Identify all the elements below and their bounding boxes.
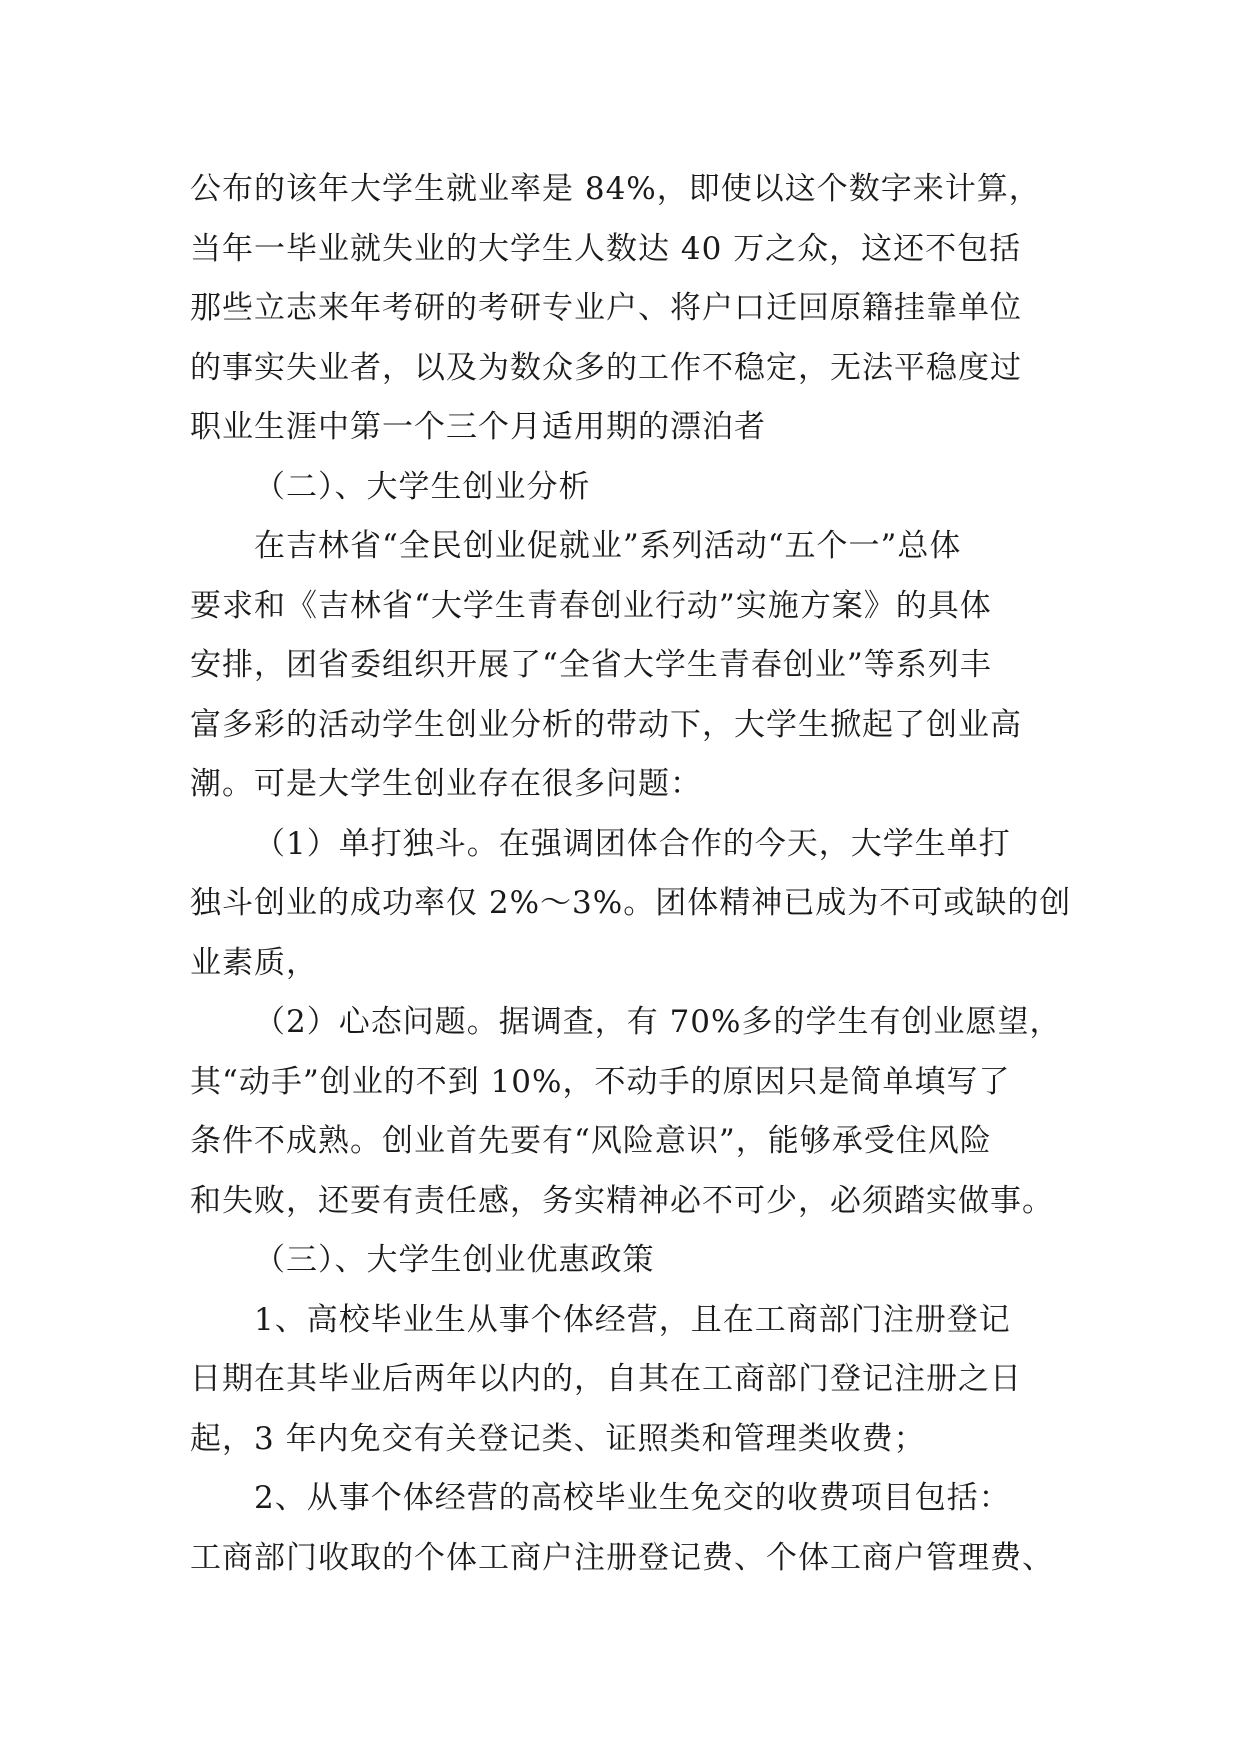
- text-line: 要求和《吉林省“大学生青春创业行动”实施方案》的具体: [190, 587, 992, 624]
- text-line: 安排，团省委组织开展了“全省大学生青春创业”等系列丰: [190, 647, 992, 683]
- text-line: 其“动手”创业的不到 10%，不动手的原因只是简单填写了: [190, 1063, 1011, 1100]
- text-line: 那些立志来年考研的考研专业户、将户口迁回原籍挂靠单位: [190, 290, 1022, 326]
- text-line: 日期在其毕业后两年以内的，自其在工商部门登记注册之日: [190, 1361, 1022, 1397]
- body-text: [190, 160, 1070, 1588]
- text-line: 职业生涯中第一个三个月适用期的漂泊者: [190, 409, 766, 445]
- section-heading: （二）、大学生创业分析: [254, 468, 591, 505]
- text-line: 潮。可是大学生创业存在很多问题：: [190, 766, 702, 802]
- text-line: 业素质，: [190, 944, 318, 981]
- text-line: 独斗创业的成功率仅 2%～3%。团体精神已成为不可或缺的创: [190, 885, 1072, 921]
- text-line: 起，3 年内免交有关登记类、证照类和管理类收费；: [190, 1420, 926, 1457]
- text-line: （2）心态问题。据调查，有 70%多的学生有创业愿望，: [254, 1004, 1062, 1040]
- text-line: （1）单打独斗。在强调团体合作的今天，大学生单打: [254, 825, 1011, 862]
- text-line: 富多彩的活动学生创业分析的带动下，大学生掀起了创业高: [190, 706, 1022, 743]
- text-line: 和失败，还要有责任感，务实精神必不可少，必须踏实做事。: [190, 1182, 1054, 1219]
- text-line: 1、高校毕业生从事个体经营，且在工商部门注册登记: [254, 1301, 1011, 1338]
- text-line: 条件不成熟。创业首先要有“风险意识”，能够承受住风险: [190, 1123, 992, 1159]
- text-line: 工商部门收取的个体工商户注册登记费、个体工商户管理费、: [190, 1539, 1054, 1576]
- text-line: 公布的该年大学生就业率是 84%，即使以这个数字来计算，: [190, 171, 1041, 207]
- text-line: 在吉林省“全民创业促就业”系列活动“五个一”总体: [254, 528, 962, 564]
- text-line: 2、从事个体经营的高校毕业生免交的收费项目包括：: [254, 1480, 1011, 1516]
- text-line: 当年一毕业就失业的大学生人数达 40 万之众，这还不包括: [190, 230, 1022, 267]
- text-line: 的事实失业者，以及为数众多的工作不稳定，无法平稳度过: [190, 349, 1022, 386]
- section-heading: （三）、大学生创业优惠政策: [254, 1242, 655, 1278]
